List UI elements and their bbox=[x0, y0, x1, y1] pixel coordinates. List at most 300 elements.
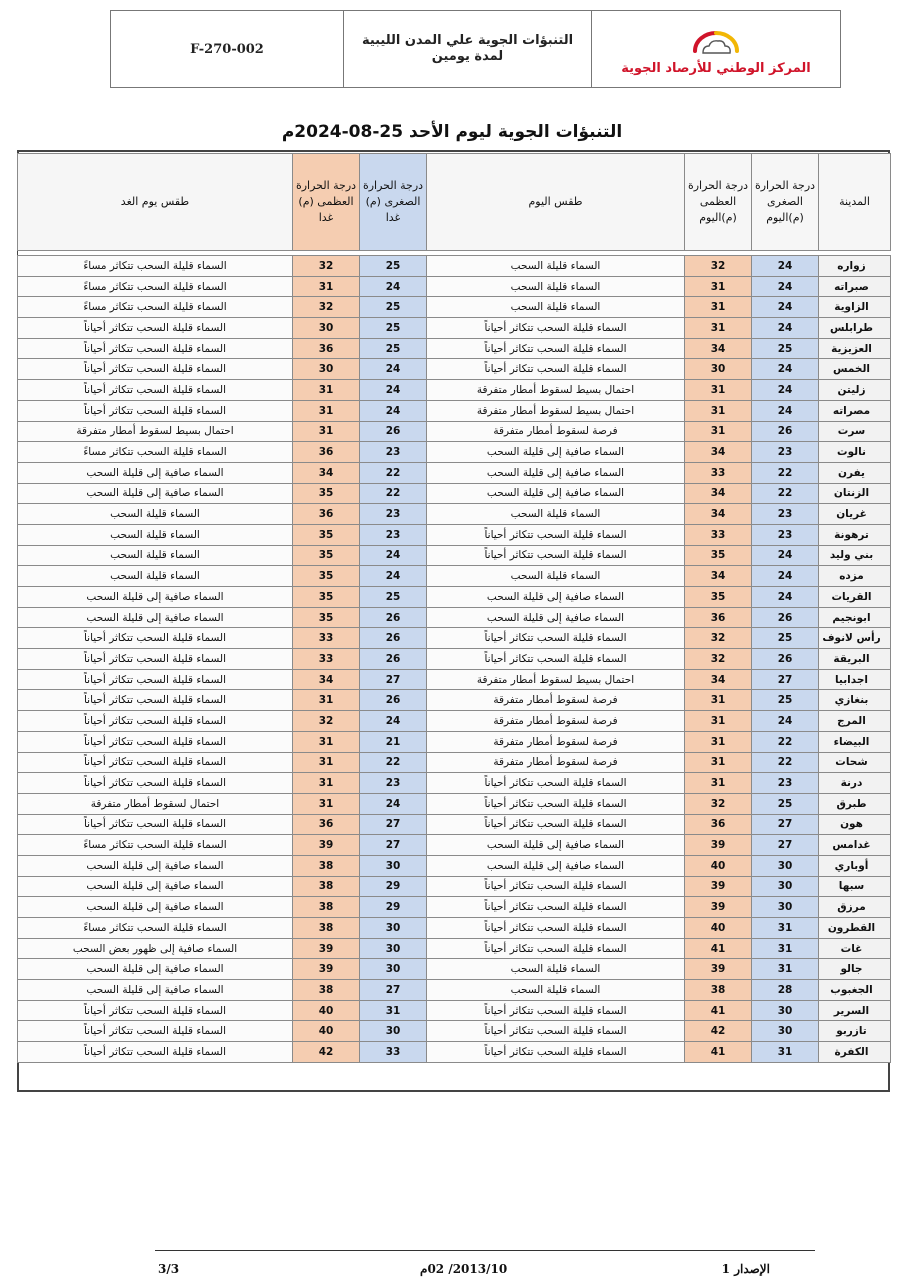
weather-tomorrow-cell: السماء قليلة السحب تتكاثر أحياناً bbox=[18, 380, 293, 401]
table-row bbox=[18, 442, 891, 463]
table-row bbox=[18, 918, 891, 939]
org-cell bbox=[592, 11, 841, 88]
min-today-cell: 22 bbox=[752, 462, 819, 483]
weather-tomorrow-cell: السماء قليلة السحب تتكاثر مساءً bbox=[18, 835, 293, 856]
table-row bbox=[18, 607, 891, 628]
max-today-cell: 31 bbox=[685, 711, 752, 732]
max-today-cell: 39 bbox=[685, 835, 752, 856]
min-today-cell: 30 bbox=[752, 876, 819, 897]
min-tomorrow-cell: 23 bbox=[360, 504, 427, 525]
weather-today-cell: السماء قليلة السحب تتكاثر أحياناً bbox=[427, 918, 685, 939]
weather-today-cell: السماء قليلة السحب bbox=[427, 297, 685, 318]
min-today-cell: 28 bbox=[752, 980, 819, 1001]
table-row bbox=[18, 628, 891, 649]
weather-today-cell: السماء قليلة السحب bbox=[427, 256, 685, 277]
max-today-cell: 41 bbox=[685, 1042, 752, 1063]
min-tomorrow-cell: 23 bbox=[360, 773, 427, 794]
min-today-cell: 24 bbox=[752, 318, 819, 339]
min-today-cell: 24 bbox=[752, 276, 819, 297]
max-today-cell: 35 bbox=[685, 545, 752, 566]
city-cell: الخمس bbox=[819, 359, 891, 380]
weather-tomorrow-cell: السماء صافية إلى ظهور بعض السحب bbox=[18, 938, 293, 959]
city-cell: زواره bbox=[819, 256, 891, 277]
weather-tomorrow-cell: السماء صافية إلى قليلة السحب bbox=[18, 897, 293, 918]
max-today-cell: 39 bbox=[685, 876, 752, 897]
code-cell bbox=[111, 11, 344, 88]
max-today-cell: 34 bbox=[685, 669, 752, 690]
min-tomorrow-cell: 24 bbox=[360, 566, 427, 587]
col-header-max-today: درجة الحرارة العظمى (م)اليوم bbox=[685, 154, 752, 251]
min-today-cell: 24 bbox=[752, 711, 819, 732]
weather-today-cell: السماء قليلة السحب تتكاثر أحياناً bbox=[427, 1042, 685, 1063]
max-today-cell: 32 bbox=[685, 256, 752, 277]
min-tomorrow-cell: 30 bbox=[360, 918, 427, 939]
weather-tomorrow-cell: السماء قليلة السحب تتكاثر أحياناً bbox=[18, 359, 293, 380]
table-row bbox=[18, 256, 891, 277]
max-tomorrow-cell: 31 bbox=[293, 690, 360, 711]
footer-page: 3/3 bbox=[158, 1262, 180, 1276]
weather-today-cell: فرصة لسقوط أمطار متفرقة bbox=[427, 752, 685, 773]
max-tomorrow-cell: 31 bbox=[293, 276, 360, 297]
table-row bbox=[18, 690, 891, 711]
weather-today-cell: السماء قليلة السحب تتكاثر أحياناً bbox=[427, 338, 685, 359]
weather-today-cell: السماء صافية إلى قليلة السحب bbox=[427, 855, 685, 876]
min-tomorrow-cell: 27 bbox=[360, 980, 427, 1001]
weather-tomorrow-cell: السماء صافية إلى قليلة السحب bbox=[18, 483, 293, 504]
min-tomorrow-cell: 30 bbox=[360, 938, 427, 959]
weather-tomorrow-cell: السماء صافية إلى قليلة السحب bbox=[18, 607, 293, 628]
min-tomorrow-cell: 25 bbox=[360, 338, 427, 359]
weather-today-cell: السماء قليلة السحب bbox=[427, 276, 685, 297]
city-cell: القريات bbox=[819, 587, 891, 608]
min-tomorrow-cell: 31 bbox=[360, 1000, 427, 1021]
max-tomorrow-cell: 35 bbox=[293, 483, 360, 504]
max-today-cell: 34 bbox=[685, 504, 752, 525]
max-tomorrow-cell: 42 bbox=[293, 1042, 360, 1063]
min-tomorrow-cell: 27 bbox=[360, 669, 427, 690]
max-tomorrow-cell: 31 bbox=[293, 731, 360, 752]
weather-today-cell: السماء قليلة السحب تتكاثر أحياناً bbox=[427, 628, 685, 649]
max-today-cell: 41 bbox=[685, 1000, 752, 1021]
footer-divider bbox=[155, 1250, 815, 1251]
table-row bbox=[18, 483, 891, 504]
table-row bbox=[18, 1042, 891, 1063]
weather-tomorrow-cell: السماء قليلة السحب تتكاثر أحياناً bbox=[18, 338, 293, 359]
min-today-cell: 23 bbox=[752, 442, 819, 463]
city-cell: صبراته bbox=[819, 276, 891, 297]
weather-tomorrow-cell: السماء قليلة السحب bbox=[18, 504, 293, 525]
max-today-cell: 39 bbox=[685, 959, 752, 980]
weather-today-cell: السماء قليلة السحب تتكاثر أحياناً bbox=[427, 649, 685, 670]
weather-today-cell: فرصة لسقوط أمطار متفرقة bbox=[427, 690, 685, 711]
weather-today-cell: السماء قليلة السحب تتكاثر أحياناً bbox=[427, 359, 685, 380]
doc-title-line1: التنبؤات الجوية علي المدن الليبية bbox=[361, 33, 574, 48]
min-today-cell: 23 bbox=[752, 773, 819, 794]
min-today-cell: 26 bbox=[752, 607, 819, 628]
min-tomorrow-cell: 21 bbox=[360, 731, 427, 752]
weather-today-cell: السماء صافية إلى قليلة السحب bbox=[427, 442, 685, 463]
max-tomorrow-cell: 35 bbox=[293, 587, 360, 608]
min-today-cell: 25 bbox=[752, 793, 819, 814]
col-header-min-tomorrow: درجة الحرارة الصغرى (م) غدا bbox=[360, 154, 427, 251]
min-tomorrow-cell: 22 bbox=[360, 752, 427, 773]
max-today-cell: 34 bbox=[685, 338, 752, 359]
weather-today-cell: السماء قليلة السحب تتكاثر أحياناً bbox=[427, 876, 685, 897]
min-today-cell: 23 bbox=[752, 504, 819, 525]
form-code: F-270-002 bbox=[190, 41, 264, 57]
max-tomorrow-cell: 36 bbox=[293, 814, 360, 835]
weather-today-cell: السماء صافية إلى قليلة السحب bbox=[427, 587, 685, 608]
weather-today-cell: السماء قليلة السحب تتكاثر أحياناً bbox=[427, 814, 685, 835]
min-tomorrow-cell: 26 bbox=[360, 690, 427, 711]
min-tomorrow-cell: 24 bbox=[360, 359, 427, 380]
col-header-max-tomorrow: درجة الحرارة العظمى (م) غدا bbox=[293, 154, 360, 251]
weather-tomorrow-cell: السماء قليلة السحب تتكاثر أحياناً bbox=[18, 814, 293, 835]
max-tomorrow-cell: 31 bbox=[293, 400, 360, 421]
city-cell: طرابلس bbox=[819, 318, 891, 339]
weather-today-cell: احتمال بسيط لسقوط أمطار متفرقة bbox=[427, 669, 685, 690]
table-row bbox=[18, 318, 891, 339]
max-today-cell: 32 bbox=[685, 793, 752, 814]
weather-tomorrow-cell: السماء قليلة السحب تتكاثر أحياناً bbox=[18, 752, 293, 773]
min-today-cell: 24 bbox=[752, 400, 819, 421]
max-today-cell: 36 bbox=[685, 607, 752, 628]
table-row bbox=[18, 504, 891, 525]
max-today-cell: 34 bbox=[685, 483, 752, 504]
max-today-cell: 33 bbox=[685, 462, 752, 483]
document-header bbox=[110, 10, 841, 88]
min-tomorrow-cell: 25 bbox=[360, 256, 427, 277]
max-today-cell: 30 bbox=[685, 359, 752, 380]
weather-tomorrow-cell: السماء قليلة السحب تتكاثر أحياناً bbox=[18, 318, 293, 339]
table-row bbox=[18, 566, 891, 587]
max-today-cell: 34 bbox=[685, 566, 752, 587]
city-cell: مزده bbox=[819, 566, 891, 587]
min-today-cell: 24 bbox=[752, 380, 819, 401]
max-today-cell: 34 bbox=[685, 442, 752, 463]
min-today-cell: 22 bbox=[752, 483, 819, 504]
table-row bbox=[18, 711, 891, 732]
weather-today-cell: احتمال بسيط لسقوط أمطار متفرقة bbox=[427, 400, 685, 421]
min-today-cell: 22 bbox=[752, 731, 819, 752]
min-tomorrow-cell: 24 bbox=[360, 276, 427, 297]
city-cell: بنغازي bbox=[819, 690, 891, 711]
max-tomorrow-cell: 40 bbox=[293, 1021, 360, 1042]
forecast-rows bbox=[18, 251, 891, 1063]
table-row bbox=[18, 545, 891, 566]
max-today-cell: 31 bbox=[685, 380, 752, 401]
weather-today-cell: السماء صافية إلى قليلة السحب bbox=[427, 462, 685, 483]
weather-today-cell: السماء صافية إلى قليلة السحب bbox=[427, 607, 685, 628]
max-today-cell: 31 bbox=[685, 276, 752, 297]
max-tomorrow-cell: 34 bbox=[293, 669, 360, 690]
city-cell: زليتن bbox=[819, 380, 891, 401]
min-today-cell: 26 bbox=[752, 421, 819, 442]
max-tomorrow-cell: 36 bbox=[293, 338, 360, 359]
city-cell: البريقة bbox=[819, 649, 891, 670]
min-tomorrow-cell: 25 bbox=[360, 318, 427, 339]
min-today-cell: 27 bbox=[752, 669, 819, 690]
col-header-city: المدينة bbox=[819, 154, 891, 251]
max-tomorrow-cell: 38 bbox=[293, 918, 360, 939]
min-tomorrow-cell: 22 bbox=[360, 462, 427, 483]
col-header-weather-tomorrow: طقس يوم الغد bbox=[18, 154, 293, 251]
weather-tomorrow-cell: احتمال لسقوط أمطار متفرقة bbox=[18, 793, 293, 814]
min-tomorrow-cell: 25 bbox=[360, 587, 427, 608]
city-cell: الكفرة bbox=[819, 1042, 891, 1063]
table-row bbox=[18, 980, 891, 1001]
min-today-cell: 22 bbox=[752, 752, 819, 773]
city-cell: سرت bbox=[819, 421, 891, 442]
table-row bbox=[18, 338, 891, 359]
weather-today-cell: السماء قليلة السحب bbox=[427, 980, 685, 1001]
table-row bbox=[18, 669, 891, 690]
max-today-cell: 31 bbox=[685, 690, 752, 711]
max-today-cell: 31 bbox=[685, 297, 752, 318]
min-today-cell: 25 bbox=[752, 628, 819, 649]
max-tomorrow-cell: 39 bbox=[293, 835, 360, 856]
table-row bbox=[18, 587, 891, 608]
min-today-cell: 24 bbox=[752, 545, 819, 566]
weather-tomorrow-cell: السماء قليلة السحب تتكاثر أحياناً bbox=[18, 731, 293, 752]
weather-tomorrow-cell: السماء قليلة السحب تتكاثر أحياناً bbox=[18, 1021, 293, 1042]
min-today-cell: 30 bbox=[752, 1021, 819, 1042]
max-tomorrow-cell: 39 bbox=[293, 959, 360, 980]
table-row bbox=[18, 876, 891, 897]
max-tomorrow-cell: 36 bbox=[293, 504, 360, 525]
min-today-cell: 30 bbox=[752, 897, 819, 918]
max-tomorrow-cell: 38 bbox=[293, 876, 360, 897]
weather-tomorrow-cell: السماء قليلة السحب تتكاثر أحياناً bbox=[18, 628, 293, 649]
max-today-cell: 36 bbox=[685, 814, 752, 835]
title-cell bbox=[344, 11, 592, 88]
max-tomorrow-cell: 35 bbox=[293, 545, 360, 566]
weather-tomorrow-cell: السماء صافية إلى قليلة السحب bbox=[18, 980, 293, 1001]
max-today-cell: 32 bbox=[685, 628, 752, 649]
weather-today-cell: فرصة لسقوط أمطار متفرقة bbox=[427, 421, 685, 442]
min-tomorrow-cell: 33 bbox=[360, 1042, 427, 1063]
min-today-cell: 31 bbox=[752, 1042, 819, 1063]
city-cell: مرزق bbox=[819, 897, 891, 918]
weather-tomorrow-cell: السماء قليلة السحب bbox=[18, 524, 293, 545]
col-header-min-today: درجة الحرارة الصغرى (م)اليوم bbox=[752, 154, 819, 251]
weather-tomorrow-cell: السماء قليلة السحب تتكاثر أحياناً bbox=[18, 1000, 293, 1021]
city-cell: بني وليد bbox=[819, 545, 891, 566]
weather-today-cell: السماء قليلة السحب bbox=[427, 566, 685, 587]
city-cell: القطرون bbox=[819, 918, 891, 939]
weather-today-cell: السماء قليلة السحب تتكاثر أحياناً bbox=[427, 793, 685, 814]
max-today-cell: 40 bbox=[685, 855, 752, 876]
max-tomorrow-cell: 35 bbox=[293, 607, 360, 628]
city-cell: سبها bbox=[819, 876, 891, 897]
min-today-cell: 25 bbox=[752, 338, 819, 359]
min-tomorrow-cell: 25 bbox=[360, 297, 427, 318]
table-row bbox=[18, 835, 891, 856]
table-row bbox=[18, 938, 891, 959]
max-tomorrow-cell: 33 bbox=[293, 628, 360, 649]
weather-tomorrow-cell: السماء قليلة السحب bbox=[18, 545, 293, 566]
city-cell: يفرن bbox=[819, 462, 891, 483]
min-today-cell: 25 bbox=[752, 690, 819, 711]
city-cell: شحات bbox=[819, 752, 891, 773]
city-cell: أوباري bbox=[819, 855, 891, 876]
min-tomorrow-cell: 24 bbox=[360, 380, 427, 401]
max-tomorrow-cell: 32 bbox=[293, 297, 360, 318]
min-tomorrow-cell: 27 bbox=[360, 835, 427, 856]
table-row bbox=[18, 1000, 891, 1021]
city-cell: مصراته bbox=[819, 400, 891, 421]
min-today-cell: 30 bbox=[752, 855, 819, 876]
max-today-cell: 33 bbox=[685, 524, 752, 545]
max-tomorrow-cell: 38 bbox=[293, 980, 360, 1001]
max-tomorrow-cell: 30 bbox=[293, 318, 360, 339]
weather-tomorrow-cell: السماء قليلة السحب تتكاثر مساءً bbox=[18, 276, 293, 297]
min-tomorrow-cell: 26 bbox=[360, 649, 427, 670]
city-cell: اجدابيا bbox=[819, 669, 891, 690]
weather-today-cell: السماء قليلة السحب bbox=[427, 959, 685, 980]
max-tomorrow-cell: 35 bbox=[293, 566, 360, 587]
table-row bbox=[18, 773, 891, 794]
weather-tomorrow-cell: السماء قليلة السحب تتكاثر أحياناً bbox=[18, 669, 293, 690]
col-header-weather-today: طقس اليوم bbox=[427, 154, 685, 251]
city-cell: جالو bbox=[819, 959, 891, 980]
city-cell: ترهونة bbox=[819, 524, 891, 545]
table-row bbox=[18, 462, 891, 483]
city-cell: هون bbox=[819, 814, 891, 835]
city-cell: العزيزية bbox=[819, 338, 891, 359]
table-row bbox=[18, 276, 891, 297]
table-row bbox=[18, 297, 891, 318]
weather-tomorrow-cell: السماء صافية إلى قليلة السحب bbox=[18, 587, 293, 608]
weather-today-cell: احتمال بسيط لسقوط أمطار متفرقة bbox=[427, 380, 685, 401]
weather-tomorrow-cell: السماء قليلة السحب تتكاثر مساءً bbox=[18, 297, 293, 318]
max-tomorrow-cell: 31 bbox=[293, 752, 360, 773]
weather-tomorrow-cell: السماء قليلة السحب تتكاثر أحياناً bbox=[18, 649, 293, 670]
max-tomorrow-cell: 39 bbox=[293, 938, 360, 959]
weather-today-cell: السماء صافية إلى قليلة السحب bbox=[427, 835, 685, 856]
max-tomorrow-cell: 32 bbox=[293, 711, 360, 732]
max-today-cell: 39 bbox=[685, 897, 752, 918]
city-cell: رأس لانوف bbox=[819, 628, 891, 649]
min-today-cell: 23 bbox=[752, 524, 819, 545]
table-row bbox=[18, 524, 891, 545]
max-tomorrow-cell: 40 bbox=[293, 1000, 360, 1021]
weather-today-cell: السماء قليلة السحب تتكاثر أحياناً bbox=[427, 1021, 685, 1042]
weather-tomorrow-cell: السماء صافية إلى قليلة السحب bbox=[18, 462, 293, 483]
max-today-cell: 32 bbox=[685, 649, 752, 670]
weather-tomorrow-cell: السماء قليلة السحب تتكاثر مساءً bbox=[18, 256, 293, 277]
max-tomorrow-cell: 36 bbox=[293, 442, 360, 463]
city-cell: غدامس bbox=[819, 835, 891, 856]
max-tomorrow-cell: 35 bbox=[293, 524, 360, 545]
max-today-cell: 31 bbox=[685, 773, 752, 794]
min-today-cell: 30 bbox=[752, 1000, 819, 1021]
city-cell: البيضاء bbox=[819, 731, 891, 752]
weather-tomorrow-cell: السماء قليلة السحب bbox=[18, 566, 293, 587]
min-tomorrow-cell: 24 bbox=[360, 400, 427, 421]
weather-tomorrow-cell: السماء قليلة السحب تتكاثر أحياناً bbox=[18, 711, 293, 732]
max-today-cell: 42 bbox=[685, 1021, 752, 1042]
min-tomorrow-cell: 30 bbox=[360, 1021, 427, 1042]
city-cell: تازربو bbox=[819, 1021, 891, 1042]
min-tomorrow-cell: 23 bbox=[360, 524, 427, 545]
max-today-cell: 40 bbox=[685, 918, 752, 939]
weather-today-cell: السماء قليلة السحب تتكاثر أحياناً bbox=[427, 524, 685, 545]
table-row bbox=[18, 855, 891, 876]
min-tomorrow-cell: 26 bbox=[360, 421, 427, 442]
max-today-cell: 41 bbox=[685, 938, 752, 959]
weather-today-cell: السماء قليلة السحب تتكاثر أحياناً bbox=[427, 897, 685, 918]
max-today-cell: 31 bbox=[685, 400, 752, 421]
city-cell: نالوت bbox=[819, 442, 891, 463]
max-tomorrow-cell: 33 bbox=[293, 649, 360, 670]
forecast-table bbox=[17, 153, 891, 1063]
min-tomorrow-cell: 29 bbox=[360, 876, 427, 897]
min-tomorrow-cell: 27 bbox=[360, 814, 427, 835]
weather-today-cell: السماء صافية إلى قليلة السحب bbox=[427, 483, 685, 504]
city-cell: غات bbox=[819, 938, 891, 959]
weather-tomorrow-cell: السماء صافية إلى قليلة السحب bbox=[18, 855, 293, 876]
weather-today-cell: السماء قليلة السحب تتكاثر أحياناً bbox=[427, 318, 685, 339]
table-row bbox=[18, 400, 891, 421]
city-cell: درنة bbox=[819, 773, 891, 794]
weather-today-cell: السماء قليلة السحب تتكاثر أحياناً bbox=[427, 1000, 685, 1021]
min-today-cell: 24 bbox=[752, 297, 819, 318]
max-today-cell: 31 bbox=[685, 318, 752, 339]
city-cell: الجغبوب bbox=[819, 980, 891, 1001]
table-row bbox=[18, 752, 891, 773]
min-tomorrow-cell: 26 bbox=[360, 628, 427, 649]
weather-today-cell: فرصة لسقوط أمطار متفرقة bbox=[427, 711, 685, 732]
min-today-cell: 31 bbox=[752, 918, 819, 939]
min-today-cell: 24 bbox=[752, 587, 819, 608]
max-tomorrow-cell: 30 bbox=[293, 359, 360, 380]
max-today-cell: 38 bbox=[685, 980, 752, 1001]
footer-issue: الإصدار 1 bbox=[721, 1262, 770, 1276]
table-row bbox=[18, 814, 891, 835]
doc-title-line2: لمدة يومين bbox=[431, 49, 504, 64]
weather-tomorrow-cell: السماء قليلة السحب تتكاثر أحياناً bbox=[18, 1042, 293, 1063]
city-cell: الزنتان bbox=[819, 483, 891, 504]
min-tomorrow-cell: 23 bbox=[360, 442, 427, 463]
min-today-cell: 31 bbox=[752, 938, 819, 959]
max-tomorrow-cell: 38 bbox=[293, 897, 360, 918]
table-row bbox=[18, 959, 891, 980]
city-cell: السرير bbox=[819, 1000, 891, 1021]
table-row bbox=[18, 793, 891, 814]
max-tomorrow-cell: 31 bbox=[293, 793, 360, 814]
max-tomorrow-cell: 31 bbox=[293, 773, 360, 794]
max-tomorrow-cell: 32 bbox=[293, 256, 360, 277]
min-today-cell: 27 bbox=[752, 835, 819, 856]
footer-date: 2013/10/ 02م bbox=[420, 1262, 508, 1276]
min-tomorrow-cell: 30 bbox=[360, 959, 427, 980]
min-today-cell: 24 bbox=[752, 566, 819, 587]
min-tomorrow-cell: 24 bbox=[360, 545, 427, 566]
weather-tomorrow-cell: السماء قليلة السحب تتكاثر أحياناً bbox=[18, 690, 293, 711]
weather-today-cell: السماء قليلة السحب تتكاثر أحياناً bbox=[427, 938, 685, 959]
city-cell: المرج bbox=[819, 711, 891, 732]
min-tomorrow-cell: 22 bbox=[360, 483, 427, 504]
max-tomorrow-cell: 34 bbox=[293, 462, 360, 483]
table-row bbox=[18, 897, 891, 918]
table-row bbox=[18, 1021, 891, 1042]
min-today-cell: 26 bbox=[752, 649, 819, 670]
max-tomorrow-cell: 31 bbox=[293, 380, 360, 401]
table-row bbox=[18, 731, 891, 752]
weather-tomorrow-cell: السماء قليلة السحب تتكاثر أحياناً bbox=[18, 773, 293, 794]
min-today-cell: 31 bbox=[752, 959, 819, 980]
